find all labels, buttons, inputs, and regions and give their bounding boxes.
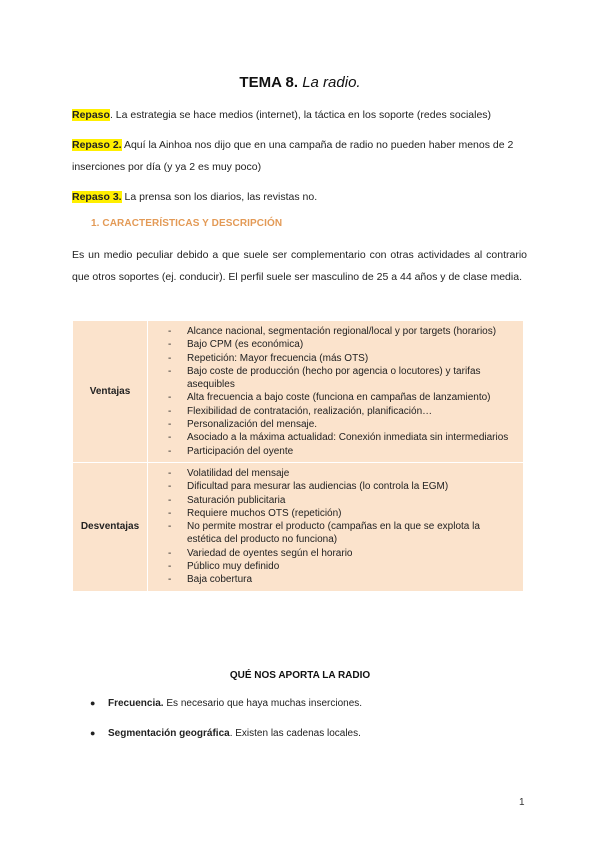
repaso-3-text: La prensa son los diarios, las revistas no. (121, 191, 318, 203)
bullet-bold: Segmentación geográfica (108, 728, 230, 739)
repaso-2-text: Aquí la Ainhoa nos dijo que en una campaña de radio no pueden haber menos de 2 inserciones por día (y ya 2 es muy poco) (72, 139, 514, 173)
bullet-dot-icon: ● (90, 728, 96, 738)
repaso-3 (72, 186, 527, 208)
ventajas-item: - Alcance nacional, segmentación regional/local y por targets (horarios) (168, 325, 517, 338)
ventajas-list (168, 325, 517, 458)
title-topic: La radio. (302, 74, 361, 91)
page-title (0, 74, 600, 91)
desventajas-item: - Baja cobertura (168, 573, 517, 586)
repaso-1 (72, 104, 527, 126)
ventajas-item: - Personalización del mensaje. (168, 418, 517, 431)
bullet-dot-icon: ● (90, 698, 96, 708)
ventajas-item: - Asociado a la máxima actualidad: Conexión inmediata sin intermediarios (168, 431, 517, 444)
repaso-1-label: Repaso (72, 109, 110, 121)
ventajas-item: - Bajo coste de producción (hecho por agencia o locutores) y tarifas asequibles (168, 365, 517, 392)
desventajas-item: - Requiere muchos OTS (repetición) (168, 507, 517, 520)
ventajas-item: - Alta frecuencia a bajo coste (funciona en campañas de lanzamiento) (168, 391, 517, 404)
bullet-text: Es necesario que haya muchas inserciones. (163, 698, 363, 709)
desventajas-item: - Público muy definido (168, 560, 517, 573)
bullet-bold: Frecuencia. (108, 698, 164, 709)
desventajas-cell (148, 462, 524, 591)
ventajas-row (73, 321, 524, 463)
subheading: QUÉ NOS APORTA LA RADIO (229, 670, 371, 681)
ventajas-item: - Participación del oyente (168, 445, 517, 458)
pros-cons-table (72, 320, 524, 592)
intro-paragraph: Es un medio peculiar debido a que suele ser complementario con otras actividades al contrario que otros soportes (ej. conducir). El perfil suele ser masculino de 25 a 44 años y de clase media. (72, 249, 527, 283)
bullet-text: . Existen las cadenas locales. (229, 728, 361, 739)
repaso-2-label: Repaso 2. (72, 139, 122, 151)
repaso-2 (72, 134, 527, 178)
bullet-item (90, 728, 361, 739)
repaso-1-text: . La estrategia se hace medios (internet), la táctica en los soporte (redes sociales) (109, 109, 492, 121)
desventajas-item: - Saturación publicitaria (168, 494, 517, 507)
ventajas-item: - Repetición: Mayor frecuencia (más OTS) (168, 352, 517, 365)
desventajas-item: - Variedad de oyentes según el horario (168, 547, 517, 560)
bullet-item (90, 698, 362, 709)
ventajas-item: - Bajo CPM (es económica) (168, 338, 517, 351)
ventajas-item: - Flexibilidad de contratación, realización, planificación… (168, 405, 517, 418)
desventajas-row (73, 462, 524, 591)
title-number: TEMA 8. (239, 74, 299, 91)
section-heading: 1. CARACTERÍSTICAS Y DESCRIPCIÓN (91, 218, 283, 229)
desventajas-item: - Dificultad para mesurar las audiencias (lo controla la EGM) (168, 480, 517, 493)
desventajas-item: - Volatilidad del mensaje (168, 467, 517, 480)
desventajas-label: Desventajas (73, 462, 148, 591)
desventajas-list (168, 467, 517, 587)
desventajas-item: - No permite mostrar el producto (campañas en la que se explota la estética del producto no funciona) (168, 520, 517, 547)
page-number: 1 (519, 797, 525, 808)
ventajas-label: Ventajas (73, 321, 148, 463)
repaso-3-label: Repaso 3. (72, 191, 122, 203)
ventajas-cell (148, 321, 524, 463)
